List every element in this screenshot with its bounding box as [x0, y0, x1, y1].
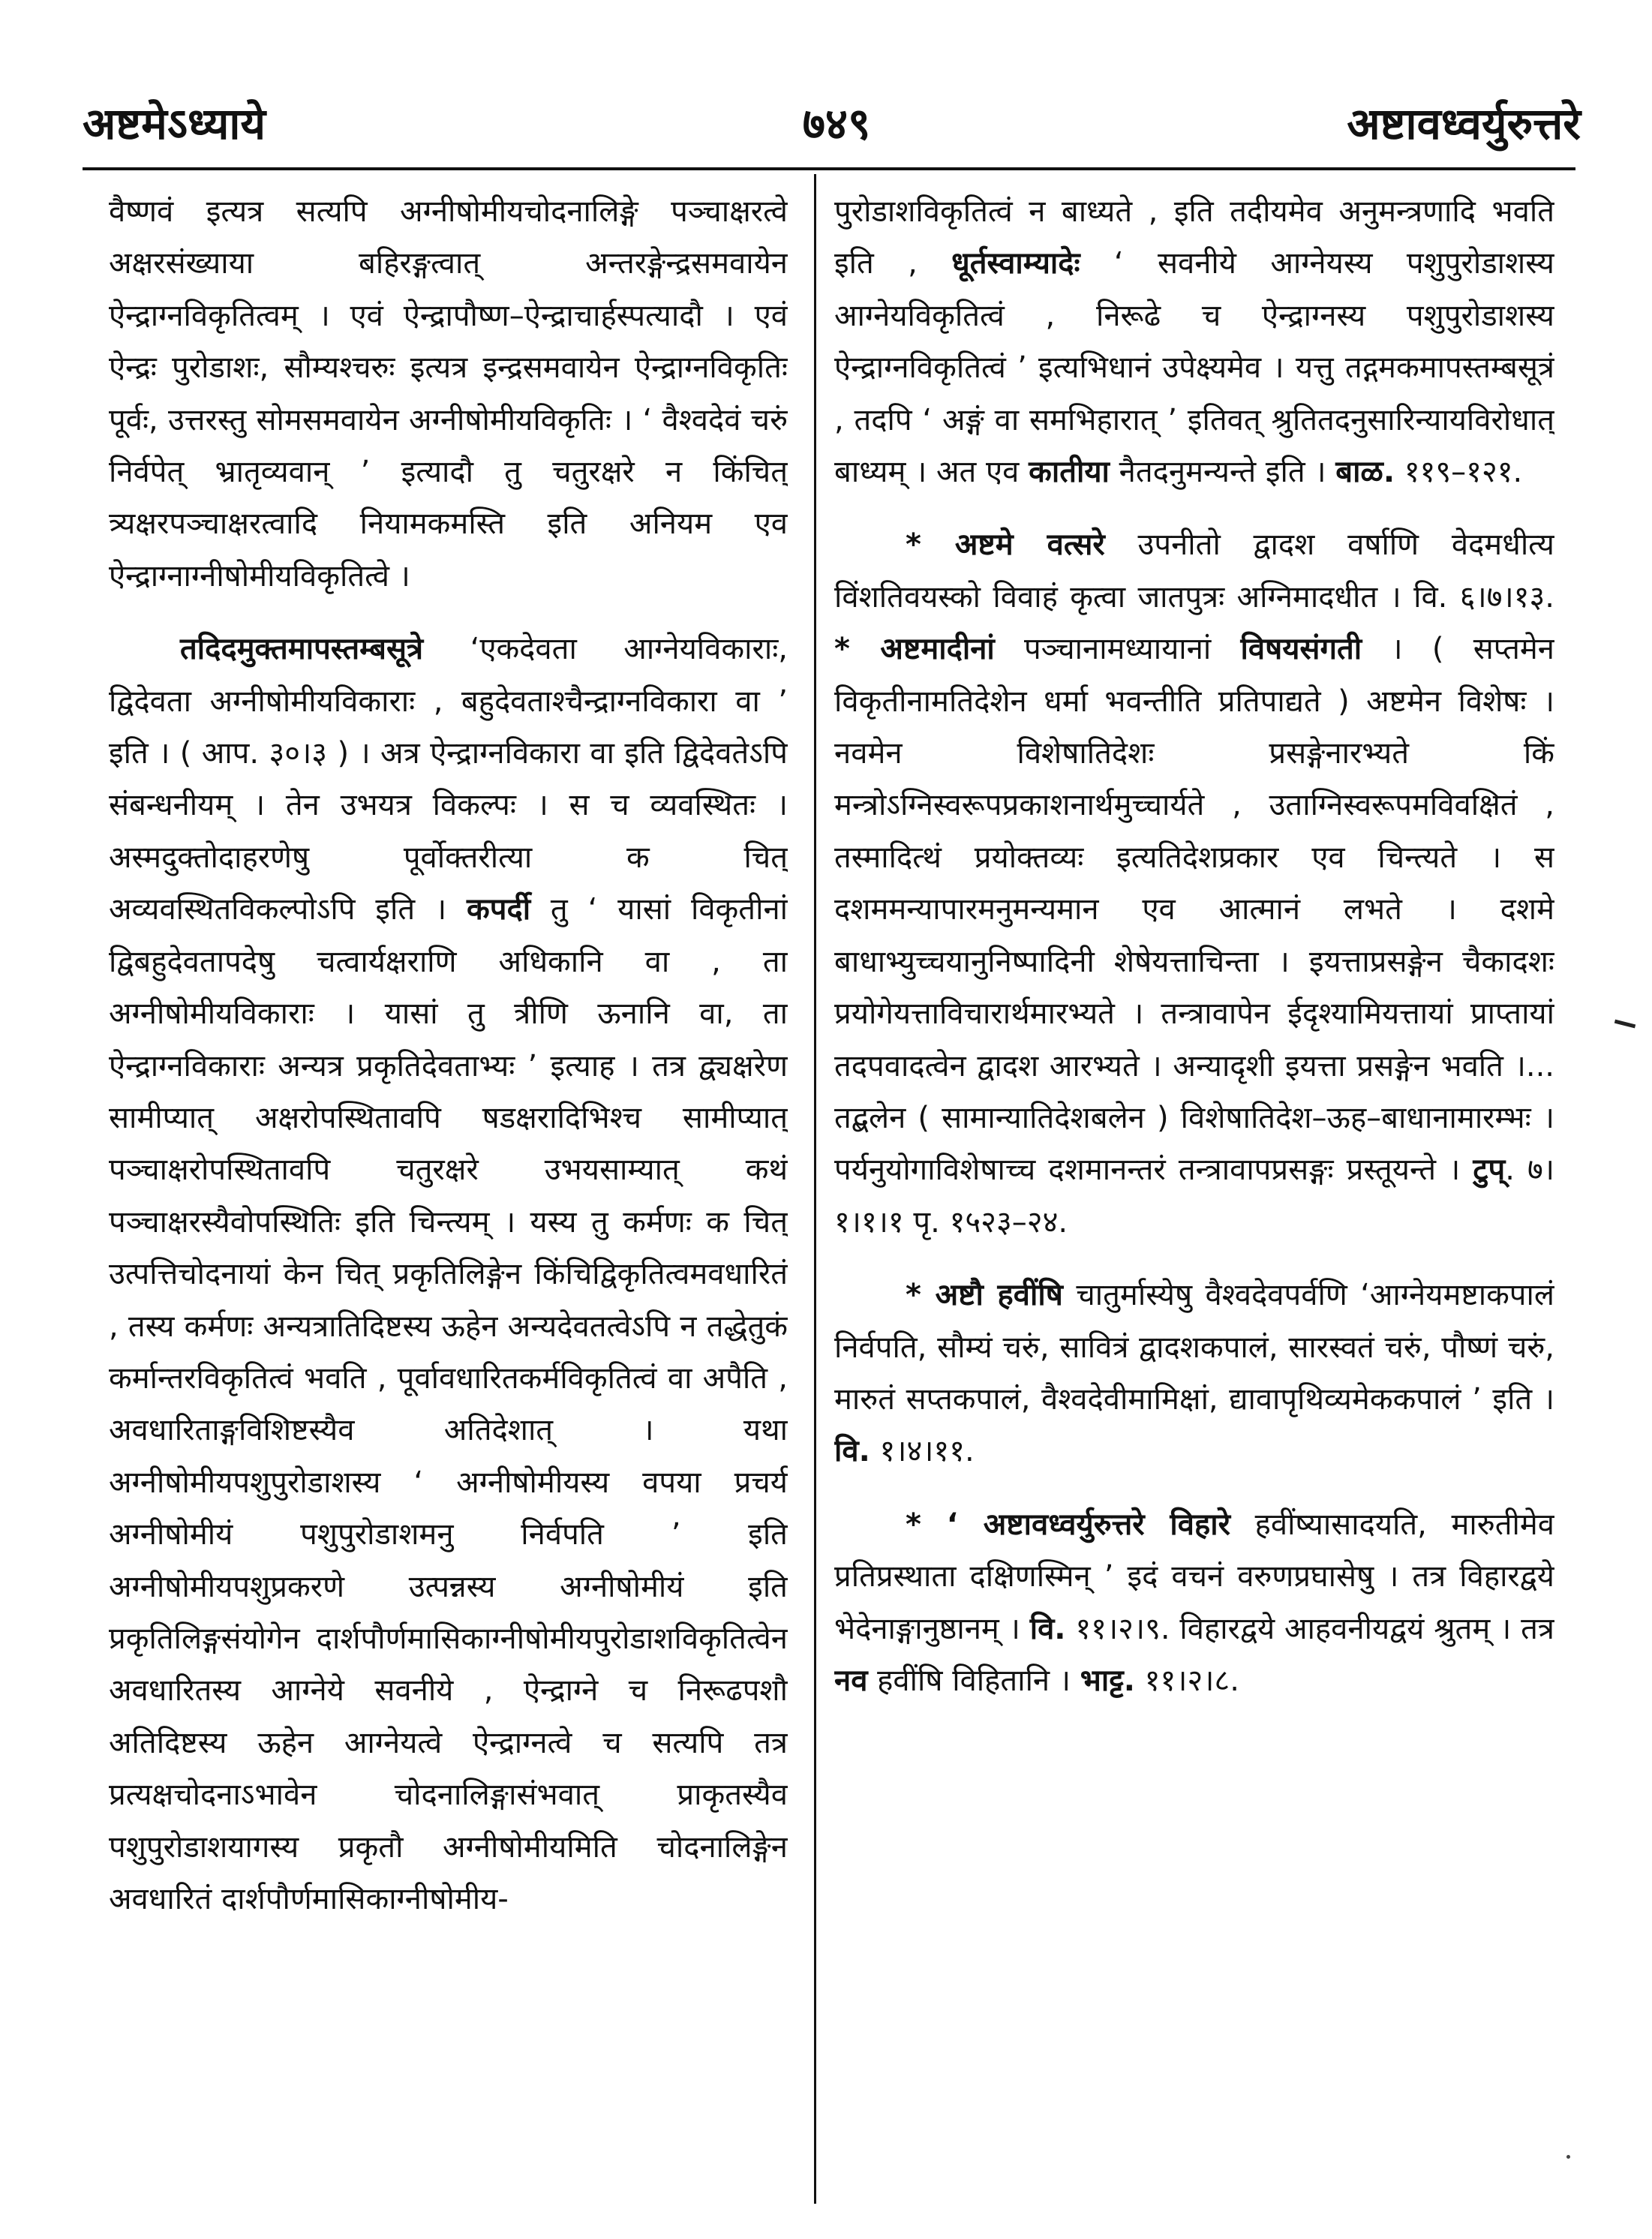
entry-ashtavadhvaryu-text-c: हवींषि विहितानि । — [867, 1663, 1080, 1698]
headword-ashtamadinam: * अष्टमादीनां — [834, 632, 995, 667]
header-rule — [83, 167, 1575, 170]
left-column — [109, 186, 788, 2212]
kapardi-term: कपर्दी — [467, 892, 531, 927]
left-paragraph-2-text: ‘एकदेवता आग्नेयविकाराः, द्विदेवता अग्नीषोमीयविकाराः , बहुदेवताश्चैन्द्राग्नविकारा वा ’ इति । ( आप. ३०।३ ) । अत्र ऐन्द्राग्नविकारा वा इति द्विदेवतेऽपि संबन्धनीयम् । तेन उभयत्र विकल्पः । स च व्यवस्थितः । अस्मदुक्तोदाहरणेषु पूर्वोक्तरीत्या क चित् अव्यवस्थितविकल्पोऽपि इति । — [109, 632, 788, 927]
right-p1-text-c: नैतदनुमन्यन्ते इति । — [1109, 455, 1336, 490]
entry-ashtau-text-a: चातुर्मास्येषु वैश्वदेवपर्वणि ‘आग्नेयमष्टाकपालं निर्वपति, सौम्यं चरुं, सावित्रं द्वादशकपालं, सारस्वतं चरुं, पौष्णं चरुं, मारुतं सप्तकपालं, वैश्वदेवीमामिक्षां, द्यावापृथिव्यमेककपालं ’ इति । — [834, 1278, 1554, 1417]
running-head-right: अष्टावध्वर्युरुत्तरे — [1347, 98, 1581, 149]
margin-mark — [1614, 1020, 1635, 1029]
column-divider — [814, 174, 816, 2204]
entry-ashtavadhvaryu-text-a: हवींष्यासादयति, मारुतीमेव प्रतिप्रस्थाता दक्षिणस्मिन् ’ इदं वचनं वरुणप्रघासेषु । तत्र विहारद्वये भेदेनाङ्गानुष्ठानम् । — [834, 1507, 1554, 1646]
running-head-left: अष्टमेऽध्याये — [83, 98, 266, 149]
headword-ashtame-vatsare: * अष्टमे वत्सरे — [906, 527, 1105, 563]
vishayasangati-term: विषयसंगती — [1240, 632, 1362, 667]
page-header — [0, 0, 1652, 173]
entry-ashtavadhvaryu — [834, 1499, 1554, 1708]
entry-ashtame-vatsare — [834, 519, 1554, 1249]
right-paragraph-1 — [834, 186, 1554, 498]
right-column — [834, 186, 1554, 2212]
apastamba-sutra-term: तदिदमुक्तमापस्तम्बसूत्रे — [180, 632, 424, 667]
entry-text-d: . ७।१।१।१ पृ. १५२३–२४. — [834, 1153, 1554, 1240]
bhatta-reference: भाट्ट. — [1080, 1663, 1135, 1698]
entry-ashtau-text-b: १।४।११. — [870, 1434, 975, 1469]
bala-reference: बाळ. — [1335, 455, 1395, 490]
tup-reference: टुप् — [1473, 1153, 1506, 1188]
page-number: ७४९ — [802, 98, 871, 149]
headword-ashtavadhvaryu: * ‘ अष्टावध्वर्युरुत्तरे विहारे — [906, 1507, 1230, 1542]
vi-reference-2: वि. — [1029, 1611, 1066, 1646]
entry-ashtau-havimshi — [834, 1270, 1554, 1478]
left-paragraph-2-tail: तु ‘ यासां विकृतीनां द्विबहुदेवतापदेषु चत्वार्यक्षराणि अधिकानि वा , ता अग्नीषोमीयविकाराः । यासां तु त्रीणि ऊनानि वा, ता ऐन्द्राग्नविकाराः अन्यत्र प्रकृतिदेवताभ्यः ’ इत्याह । तत्र द्व्यक्षरेण सामीप्यात् अक्षरोपस्थितावपि षडक्षरादिभिश्च सामीप्यात् पञ्चाक्षरोपस्थितावपि चतुरक्षरे उभयसाम्यात् कथं पञ्चाक्षरस्यैवोपस्थितिः इति चिन्त्यम् । यस्य तु कर्मणः क चित् उत्पत्तिचोदनायां केन चित् प्रकृतिलिङ्गेन किंचिद्विकृतित्वमवधारितं , तस्य कर्मणः अन्यत्रातिदिष्टस्य ऊहेन अन्यदेवतत्वेऽपि न तद्धेतुकं कर्मान्तरविकृतित्वं भवति , पूर्वावधारितकर्मविकृतित्वं वा अपैति , अवधारिताङ्गविशिष्टस्यैव अतिदेशात् । यथा अग्नीषोमीयपशुपुरोडाशस्य ‘ अग्नीषोमीयस्य वपया प्रचर्य अग्नीषोमीयं पशुपुरोडाशमनु निर्वपति ’ इति अग्नीषोमीयपशुप्रकरणे उत्पन्नस्य अग्नीषोमीयं इति प्रकृतिलिङ्गसंयोगेन दार्शपौर्णमासिकाग्नीषोमीयपुरोडाशविकृतित्वेन अवधारितस्य आग्नेये सवनीये , ऐन्द्राग्ने च निरूढपशौ अतिदिष्टस्य ऊहेन आग्नेयत्वे ऐन्द्राग्नत्वे च सत्यपि तत्र प्रत्यक्षचोदनाऽभावेन चोदनालिङ्गासंभवात् प्राकृतस्यैव पशुपुरोडाशयागस्य प्रकृतौ अग्नीषोमीयमिति चोदनालिङ्गेन अवधारितं दार्शपौर्णमासिकाग्नीषोमीय- — [109, 892, 788, 1916]
katiya-term: कातीया — [1029, 455, 1110, 490]
margin-dot — [1566, 2155, 1570, 2159]
entry-text-c: । ( सप्तमेन विकृतीनामतिदेशेन धर्मा भवन्तीति प्रतिपाद्यते ) अष्टमेन विशेषः । नवमेन विशेषातिदेशः प्रसङ्गेनारभ्यते किं मन्त्रोऽग्निस्वरूपप्रकाशनार्थमुच्चार्यते , उताग्निस्वरूपमविवक्षितं , तस्मादित्थं प्रयोक्तव्यः इत्यतिदेशप्रकार एव चिन्त्यते । स दशममन्यापारमनुमन्यमान एव आत्मानं लभते । दशमे बाधाभ्युच्चयानुनिष्पादिनी शेषेयत्ताचिन्ता । इयत्ताप्रसङ्गेन चैकादशः प्रयोगेयत्ताविचारार्थमारभ्यते । तन्त्रावापेन ईदृश्यामियत्तायां प्राप्तायां तदपवादत्वेन द्वादश आरभ्यते । अन्यादृशी इयत्ता प्रसङ्गेन भवति ।... तद्बलेन ( सामान्यातिदेशबलेन ) विशेषातिदेश–ऊह–बाधानामारम्भः । पर्यनुयोगाविशेषाच्च दशमानन्तरं तन्त्रावापप्रसङ्गः प्रस्तूयन्ते । — [834, 632, 1554, 1188]
entry-ashtavadhvaryu-text-d: ११।२।८. — [1134, 1663, 1239, 1698]
left-paragraph-1: वैष्णवं इत्यत्र सत्यपि अग्नीषोमीयचोदनालिङ्गे पञ्चाक्षरत्वे अक्षरसंख्याया बहिरङ्गत्वात् अन्तरङ्गेन्द्रसमवायेन ऐन्द्राग्नविकृतित्वम् । एवं ऐन्द्रापौष्ण–ऐन्द्राचार्हस्पत्यादौ । एवं ऐन्द्रः पुरोडाशः, सौम्यश्चरुः इत्यत्र इन्द्रसमवायेन ऐन्द्राग्नविकृतिः पूर्वः, उत्तरस्तु सोमसमवायेन अग्नीषोमीयविकृतिः । ‘ वैश्वदेवं चरुं निर्वपेत् भ्रातृव्यवान् ’ इत्यादौ तु चतुरक्षरे न किंचित् त्र्यक्षरपञ्चाक्षरत्वादि नियामकमस्ति इति अनियम एव ऐन्द्राग्नाग्नीषोमीयविकृतित्वे । — [109, 194, 788, 594]
left-paragraph-2 — [109, 624, 788, 1925]
entry-ashtavadhvaryu-text-b: ११।२।९. विहारद्वये आहवनीयद्वयं श्रुतम् । तत्र — [1065, 1611, 1554, 1646]
dhurtasvami-term: धूर्तस्वाम्यादेः — [951, 246, 1080, 281]
entry-text-a: उपनीतो द्वादश वर्षाणि वेदमधीत्य विंशतिवयस्को विवाहं कृत्वा जातपुत्रः अग्निमादधीत । वि. ६।७।१३. — [834, 527, 1554, 615]
nava-term: नव — [834, 1663, 868, 1698]
vi-reference: वि. — [834, 1434, 870, 1469]
right-p1-text-b: ‘ सवनीये आग्नेयस्य पशुपुरोडाशस्य आग्नेयविकृतित्वं , निरूढे च ऐन्द्राग्नस्य पशुपुरोडाशस्य ऐन्द्राग्नविकृतित्वं ’ इत्यभिधानं उपेक्ष्यमेव । यत्तु तद्गमकमापस्तम्बसूत्रं , तदपि ‘ अङ्गं वा समभिहारात् ’ इतिवत् श्रुतितदनुसारिन्यायविरोधात् बाध्यम् । अत एव — [834, 246, 1554, 490]
entry-text-b: पञ्चानामध्यायानां — [994, 632, 1241, 667]
right-p1-text-d: ११९–१२१. — [1395, 455, 1523, 490]
right-p1-text-a: पुरोडाशविकृतित्वं न बाध्यते , इति तदीयमेव अनुमन्त्रणादि भवति इति , — [834, 194, 1554, 281]
headword-ashtau-havimshi: * अष्टौ हवींषि — [906, 1278, 1063, 1313]
